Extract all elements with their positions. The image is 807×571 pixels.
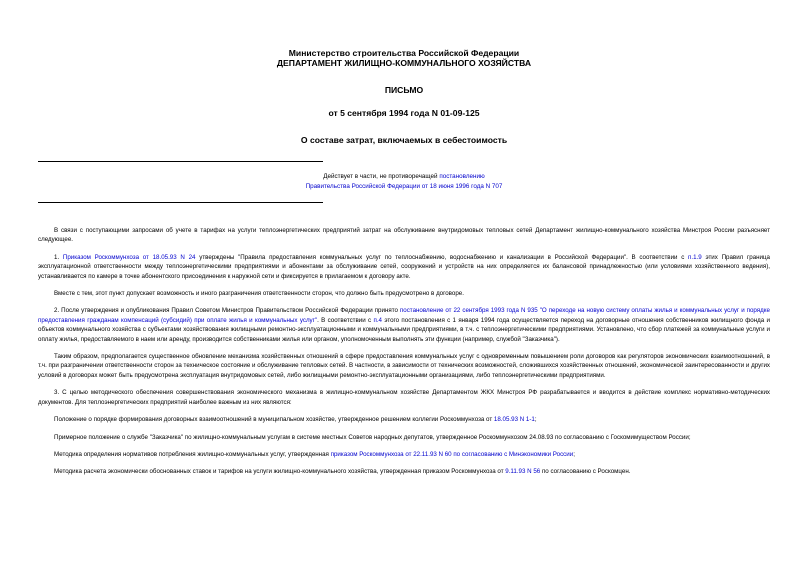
paragraph-9 <box>38 467 770 476</box>
paragraph-8 <box>38 450 770 459</box>
paragraph-4: Таким образом, предполагается существенное обновление механизма хозяйственных отношений в сфере предоставления коммунальных услуг с одновременным повышением роли договоров как регуляторов экономических взаимоотношений, в т.ч. при разграничении ответственности сторон за техническое состояние и обслуживание тепловых сетей. В частности, в зависимости от технических возможностей, сложившихся хозяйственных отношений, экономической заинтересованности и других условий в договорах может быть предусмотрена эксплуатация внутридомовых сетей, либо жилищными ремонтно-эксплуатационными организациями, либо теплоэнергетическими предприятиями. <box>38 353 770 379</box>
effect-link-government[interactable]: Правительства Российской Федерации от 18 июня 1996 года N 707 <box>305 183 503 190</box>
paragraph-9-text-a: Методика расчета экономически обоснованных ставок и тарифов на услуги жилищно-коммунального хозяйства, утвержденная приказом Роскоммунхоза от <box>54 468 506 476</box>
paragraph-9-text-b: по согласованию с Роскомцен. <box>540 468 631 476</box>
paragraph-6-text-a: Положение о порядке формирования договорных взаимоотношений в муниципальном хозяйстве, утвержденное решением коллегии Роскоммунхоза от <box>54 416 494 424</box>
link-resolution-935[interactable]: постановление от 22 сентября 1993 года N 935 "О переходе на новую систему оплаты жилья и коммунальных услуг и порядке предоставления гражданам компенсаций (субсидий) при оплате жилья и коммунальных услуг" <box>38 307 770 324</box>
paragraph-8-text-a: Методика определения нормативов потребления жилищно-коммунальных услуг, утвержденная <box>54 450 331 458</box>
paragraph-1-text-a: утверждены "Правила предоставления коммунальных услуг по теплоснабжению, водоснабжению и канализации в Российской Федерации". В соответствии с <box>195 253 689 261</box>
document-type: ПИСЬМО <box>384 85 424 95</box>
link-clause-4[interactable]: п.4 <box>373 316 382 324</box>
department-title: ДЕПАРТАМЕНТ ЖИЛИЩНО-КОММУНАЛЬНОГО ХОЗЯЙСТВА <box>276 58 532 68</box>
divider-bottom <box>38 202 323 203</box>
document <box>38 0 770 477</box>
divider-top <box>38 161 323 162</box>
paragraph-6-text-b: ; <box>534 416 537 424</box>
paragraph-3-text-b: . В соответствии с <box>317 316 374 324</box>
ministry-title: Министерство строительства Российской Федерации <box>288 48 520 58</box>
link-order-56[interactable]: 9.11.93 N 56 <box>505 468 541 476</box>
paragraph-1 <box>38 253 770 281</box>
paragraph-2: Вместе с тем, этот пункт допускает возможность и иного разграничения ответственности сторон, что должно быть предусмотрено в договоре. <box>54 290 464 298</box>
effect-note-prefix: Действует в части, не противоречащей <box>323 173 440 180</box>
document-date-number: от 5 сентября 1994 года N 01-09-125 <box>328 108 480 118</box>
paragraph-3 <box>38 306 770 344</box>
link-clause-1-9[interactable]: п.1.9 <box>688 253 702 261</box>
paragraph-1-num: 1. <box>54 253 63 261</box>
paragraph-8-text-b: ; <box>573 450 575 458</box>
paragraph-3-text-a: 2. После утверждения и опубликования Правил Советом Министров Правительством Российской Федерации принято <box>54 307 400 315</box>
link-order-roskommunkhoz-24[interactable]: Приказом Роскоммунхоза от 18.05.93 N 24 <box>62 253 196 261</box>
effect-note <box>38 172 770 192</box>
document-subject: О составе затрат, включаемых в себестоимость <box>300 135 508 145</box>
paragraph-1-text-b: этих Правил граница эксплуатационной ответственности между теплоэнергетическими предприятиями и абонентами за обслуживание сетей, сооружений и устройств на них определяется их балансовой принадлежностью (или условиями хозяйственного ведения), устанавливается по камере в точке абонентского присоединения к наружной сети и фиксируется в прилагаемом к договору акте. <box>38 253 770 280</box>
paragraph-3-text-c: этого постановления с 1 января 1994 года осуществляется переход на договорные отношения собственников жилищного фонда и объектов коммунального хозяйства с субъектами хозяйствования жилищными ремонтно-эксплуатационными и коммунальными предприятиями, в т.ч. с теплоэнергетическими предприятиями. Установлено, что сбор платежей за коммунальные услуги и оплату жилья, предоставляемого в наем или аренду, производится собственниками жилья или органом, уполномоченным выполнять эти функции (например, службой "Заказчика"). <box>38 316 771 343</box>
link-decision-1-1[interactable]: 18.05.93 N 1-1 <box>493 416 535 424</box>
paragraph-7: Примерное положение о службе "Заказчика" по жилищно-коммунальным услугам в системе местных Советов народных депутатов, утвержденное Роскоммунхозом 24.08.93 по согласованию с Госкомимуществом России; <box>54 433 691 441</box>
effect-link-resolution[interactable]: постановлению <box>439 173 485 180</box>
paragraph-intro: В связи с поступающими запросами об учете в тарифах на услуги теплоэнергетических предприятий затрат на обслуживание внутридомовых тепловых сетей Департамент жилищно-коммунального хозяйства Минстроя России разъясняет следующее. <box>38 227 770 244</box>
paragraph-6 <box>38 415 770 424</box>
link-order-60[interactable]: приказом Роскоммунхоза от 22.11.93 N 60 по согласованию с Минэкономики России <box>330 450 574 458</box>
paragraph-5: 3. С целью методического обеспечения совершенствования экономического механизма в жилищно-коммунальном хозяйстве Департаментом ЖКХ Минстроя РФ разрабатывается и вводится в действие комплекс нормативно-методических документов. Для теплоэнергетических предприятий наиболее важным из них являются: <box>38 389 770 406</box>
